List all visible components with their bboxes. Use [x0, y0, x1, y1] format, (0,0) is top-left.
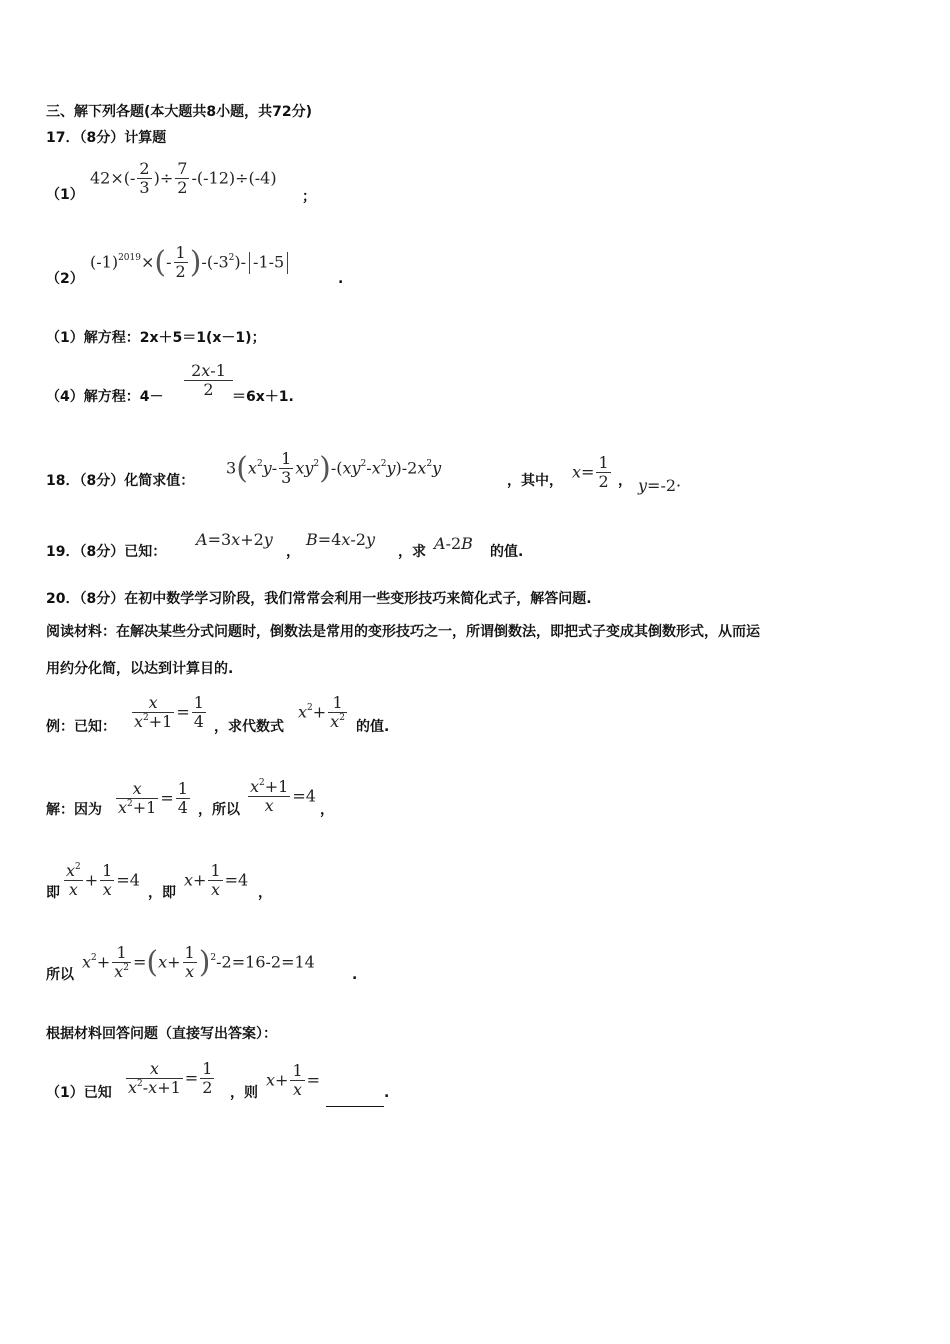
q20-example-given: $\frac{x}{x^2+1}$ = $\frac{1}{4}$	[134, 693, 204, 732]
q20-answer1-label: （1）已知	[46, 1085, 112, 1101]
q17-part2-label: （2）	[46, 271, 84, 287]
q17-part2-expression: $(-1)^{2019}\times(-$ $\frac{1}{2}$ )$-(-3^2)-$ -1-5	[90, 244, 291, 282]
q17-part4-end: ＝6x＋1.	[232, 389, 294, 405]
q20-answer1-mid: ，则	[230, 1085, 258, 1101]
q20-example-target: $x^2+$ $\frac{1}{x^2}$	[298, 693, 345, 732]
q18-where: ，其中，	[507, 473, 563, 489]
q20-ji-expression-2: x+ $\frac{1}{x}$ =4	[184, 861, 249, 900]
q20-ji-label-1: 即	[46, 885, 60, 901]
q20-answer-heading: 根据材料回答问题（直接写出答案）：	[46, 1026, 277, 1042]
q20-answer1-expression: x+ $\frac{1}{x}$ =	[266, 1061, 321, 1100]
q19-end: 的值.	[490, 544, 524, 560]
q19-heading: 19．（8分）已知：	[46, 544, 167, 560]
q18-x-value: x= $\frac{1}{2}$	[572, 453, 609, 492]
q20-reading-line2: 用约分化简，以达到计算目的.	[46, 661, 234, 677]
q20-solution-label: 解：因为	[46, 802, 102, 818]
q18-expression: $3(x^2y-$ $\frac{1}{3}$ $xy^2)-(xy^2-x^2y)-2x^2y$	[226, 449, 442, 488]
q19-sep: ，	[286, 544, 300, 560]
q20-solution-given: $\frac{x}{x^2+1}$ = $\frac{1}{4}$	[118, 779, 188, 818]
q17-part1-label: （1）	[46, 187, 84, 203]
q19-B-expression: B=4x-2y	[306, 530, 376, 549]
q19-target-expression: A-2B	[434, 534, 473, 553]
section-title: 三、解下列各题(本大题共8小题，共72分)	[46, 104, 313, 120]
q20-reading-line1: 阅读材料：在解决某些分式问题时，倒数法是常用的变形技巧之一，所谓倒数法，即把式子变成其倒数形式，从而运	[46, 624, 760, 640]
q20-solution-end: ，	[320, 802, 334, 818]
q20-suoyi-label: 所以	[46, 967, 74, 983]
q18-y-value: y=-2·	[638, 476, 682, 495]
q20-answer1-end: .	[384, 1085, 390, 1101]
q17-part1-end: ；	[302, 189, 316, 205]
q20-solution-reciprocal: $\frac{x^2+1}{x}$ =4	[250, 777, 316, 816]
q18-sep: ，	[618, 473, 632, 489]
q20-example-label: 例：已知：	[46, 719, 116, 735]
q19-A-expression: A=3x+2y	[196, 530, 273, 549]
q17-part2-end: .	[338, 271, 344, 287]
q19-ask: ，求	[398, 544, 426, 560]
q20-ji-expression-1: $\frac{x^2}{x}$ + $\frac{1}{x}$ =4	[66, 861, 140, 900]
q20-example-mid: ，求代数式	[214, 719, 284, 735]
q20-ji-mid: ，即	[148, 885, 176, 901]
q20-suoyi-expression: $x^2+$ $\frac{1}{x^2}$ =(x+ $\frac{1}{x}$ )$^2$-2=16-2=14	[82, 943, 315, 982]
q20-answer1-given: $\frac{x}{x^2-x+1}$ = $\frac{1}{2}$	[128, 1059, 213, 1098]
q20-answer1-blank[interactable]	[324, 1094, 386, 1110]
q20-suoyi-end: .	[352, 967, 358, 983]
q20-ji-end: ，	[258, 885, 272, 901]
q17-heading: 17．（8分）计算题	[46, 130, 167, 146]
q17-part3: （1）解方程：2x＋5＝1(x－1)；	[46, 330, 266, 346]
q17-part4-fraction: $\frac{2x-1}{2}$	[186, 361, 231, 400]
q18-heading: 18．（8分）化简求值：	[46, 473, 195, 489]
q17-part1-expression: 42×(- $\frac{2}{3}$ )÷ $\frac{7}{2}$ -(-12)÷(-4)	[90, 159, 277, 198]
q20-solution-mid: ，所以	[198, 802, 240, 818]
q20-heading: 20．（8分）在初中数学学习阶段，我们常常会利用一些变形技巧来简化式子，解答问题.	[46, 591, 592, 607]
q20-example-end: 的值.	[356, 719, 390, 735]
q17-part4-label: （4）解方程：4－	[46, 389, 164, 405]
